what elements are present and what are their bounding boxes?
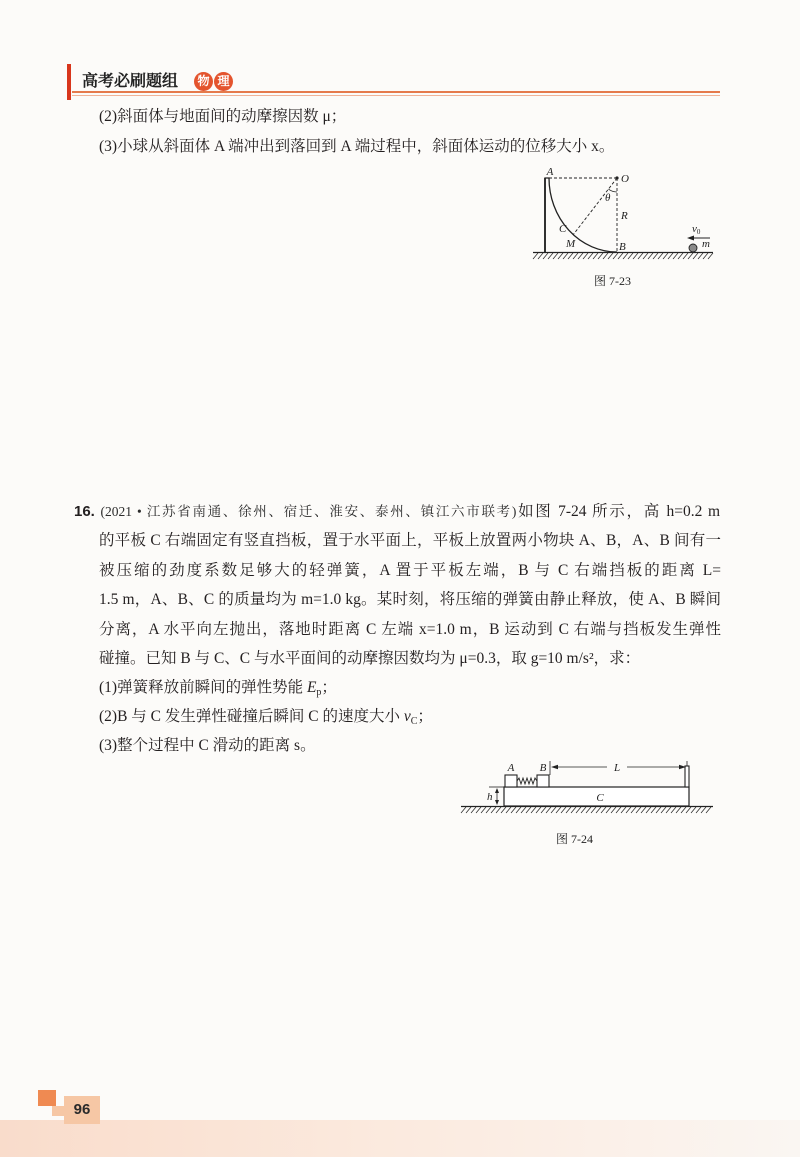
hatch-line bbox=[708, 253, 713, 259]
problem-16-line-0: 如图 7-24 所示，高 h=0.2 m bbox=[516, 503, 721, 520]
hatch-line bbox=[676, 807, 681, 813]
hatch-line bbox=[641, 807, 646, 813]
figure-7-23-diagram bbox=[525, 160, 720, 270]
hatch-line bbox=[693, 253, 698, 259]
hatch-line bbox=[683, 253, 688, 259]
problem-source: (2021 • 江苏省南通、徐州、宿迁、淮安、泰州、镇江六市联考) bbox=[100, 504, 517, 519]
hatch-line bbox=[608, 253, 613, 259]
hatch-line bbox=[613, 253, 618, 259]
hatch-line bbox=[633, 253, 638, 259]
label-b: B bbox=[619, 241, 626, 253]
hatch-line bbox=[663, 253, 668, 259]
hatch-line bbox=[581, 807, 586, 813]
footer-deco-square bbox=[38, 1090, 56, 1106]
hatch-line bbox=[536, 807, 541, 813]
distance-arrow-left bbox=[551, 765, 558, 769]
label-m-body: M bbox=[566, 238, 576, 250]
label-r: R bbox=[621, 210, 628, 222]
hatch-line bbox=[568, 253, 573, 259]
height-arrow-up bbox=[495, 788, 499, 793]
label-o: O bbox=[621, 173, 629, 185]
hatch-line bbox=[548, 253, 553, 259]
hatch-line bbox=[476, 807, 481, 813]
label-c: C bbox=[596, 792, 604, 804]
hatch-line bbox=[541, 807, 546, 813]
hatch-line bbox=[636, 807, 641, 813]
hatch-line bbox=[588, 253, 593, 259]
hatch-line bbox=[481, 807, 486, 813]
hatch-line bbox=[583, 253, 588, 259]
hatch-line bbox=[658, 253, 663, 259]
hatch-line bbox=[591, 807, 596, 813]
hatch-line bbox=[576, 807, 581, 813]
ball bbox=[689, 244, 697, 252]
hatch-line bbox=[688, 253, 693, 259]
label-a: A bbox=[507, 762, 515, 774]
hatch-line bbox=[656, 807, 661, 813]
hatch-line bbox=[698, 253, 703, 259]
hatch-line bbox=[593, 253, 598, 259]
hatch-line bbox=[486, 807, 491, 813]
hatch-line bbox=[598, 253, 603, 259]
hatch-line bbox=[526, 807, 531, 813]
header-rule-thin bbox=[72, 95, 720, 96]
hatch-line bbox=[571, 807, 576, 813]
hatch-line bbox=[671, 807, 676, 813]
figure-7-23-caption: 图 7-23 bbox=[594, 274, 631, 288]
hatch-line bbox=[471, 807, 476, 813]
hatch-line bbox=[628, 253, 633, 259]
label-v-subscript: 0 bbox=[696, 228, 701, 236]
hatch-line bbox=[558, 253, 563, 259]
problem-16-line-3: 1.5 m，A、B、C 的质量均为 m=1.0 kg。某时刻，将压缩的弹簧由静止释放，使 A、B 瞬间 bbox=[99, 591, 721, 608]
hatch-line bbox=[678, 253, 683, 259]
hatch-line bbox=[701, 807, 706, 813]
label-theta: θ bbox=[605, 192, 611, 204]
problem-16-line-1: 的平板 C 右端固定有竖直挡板，置于水平面上，平板上放置两小物块 A、B，A、B 间有一 bbox=[99, 532, 721, 549]
label-b: B bbox=[539, 762, 547, 774]
problem-16-line-4: 分离，A 水平向左抛出，落地时距离 C 左端 x=1.0 m，B 运动到 C 右端与挡板发生弹性 bbox=[99, 621, 721, 638]
hatch-line bbox=[696, 807, 701, 813]
question-2-variable: v bbox=[403, 708, 411, 725]
hatch-line bbox=[543, 253, 548, 259]
question-1-text: (1)弹簧释放前瞬间的弹性势能 bbox=[99, 679, 307, 696]
subject-badge-char-1: 物 bbox=[194, 72, 213, 91]
right-baffle bbox=[685, 766, 689, 787]
hatch-line bbox=[521, 807, 526, 813]
center-point-o bbox=[615, 176, 618, 179]
hatch-line bbox=[643, 253, 648, 259]
figure-7-24-diagram bbox=[455, 755, 720, 819]
page-number: 96 bbox=[73, 1101, 91, 1118]
hatch-line bbox=[686, 807, 691, 813]
hatch-line bbox=[631, 807, 636, 813]
hatch-line bbox=[603, 253, 608, 259]
block-a bbox=[505, 775, 517, 787]
hatch-line bbox=[646, 807, 651, 813]
label-l: L bbox=[613, 762, 621, 774]
hatch-line bbox=[586, 807, 591, 813]
hatch-line bbox=[563, 253, 568, 259]
hatch-line bbox=[531, 807, 536, 813]
ground-hatching bbox=[461, 807, 711, 813]
question-1-subscript: p bbox=[316, 687, 322, 698]
block-b bbox=[537, 775, 549, 787]
footer-deco-square-small bbox=[52, 1106, 64, 1116]
hatch-line bbox=[556, 807, 561, 813]
problem-number: 16. bbox=[74, 503, 95, 520]
curved-slope-body bbox=[545, 178, 617, 252]
question-2-subscript: C bbox=[410, 716, 418, 727]
hatch-line bbox=[681, 807, 686, 813]
hatch-line bbox=[533, 253, 538, 259]
question-1-end: ； bbox=[321, 679, 337, 696]
book-title: 高考必刷题组 bbox=[82, 73, 179, 90]
problem-16-line-2: 被压缩的劲度系数足够大的轻弹簧，A 置于平板左端，B 与 C 右端挡板的距离 L= bbox=[99, 562, 721, 579]
hatch-line bbox=[606, 807, 611, 813]
hatch-line bbox=[566, 807, 571, 813]
hatch-line bbox=[561, 807, 566, 813]
hatch-line bbox=[553, 253, 558, 259]
ground-hatching bbox=[533, 253, 713, 259]
hatch-line bbox=[626, 807, 631, 813]
hatch-line bbox=[461, 807, 466, 813]
question-1 bbox=[99, 677, 337, 699]
hatch-line bbox=[491, 807, 496, 813]
height-arrow-down bbox=[495, 800, 499, 805]
hatch-line bbox=[651, 807, 656, 813]
figure-7-24-caption: 图 7-24 bbox=[556, 832, 593, 846]
question-1-variable: E bbox=[306, 679, 317, 696]
hatch-line bbox=[506, 807, 511, 813]
problem-16-line-5: 碰撞。已知 B 与 C、C 与水平面间的动摩擦因数均为 μ=0.3，取 g=10 m/s²，求： bbox=[99, 650, 641, 667]
hatch-line bbox=[661, 807, 666, 813]
velocity-arrow-head bbox=[687, 236, 694, 241]
question-2-end: ； bbox=[417, 708, 433, 725]
hatch-line bbox=[666, 807, 671, 813]
hatch-line bbox=[673, 253, 678, 259]
hatch-line bbox=[616, 807, 621, 813]
hatch-line bbox=[601, 807, 606, 813]
hatch-line bbox=[511, 807, 516, 813]
label-a: A bbox=[546, 166, 554, 178]
compressed-spring bbox=[517, 778, 537, 784]
hatch-line bbox=[578, 253, 583, 259]
header-red-bar bbox=[67, 64, 71, 100]
hatch-line bbox=[623, 253, 628, 259]
dashed-radius-o-c bbox=[573, 178, 617, 235]
question-2-text: (2)B 与 C 发生弹性碰撞后瞬间 C 的速度大小 bbox=[99, 708, 404, 725]
hatch-line bbox=[648, 253, 653, 259]
hatch-line bbox=[618, 253, 623, 259]
hatch-line bbox=[573, 253, 578, 259]
hatch-line bbox=[538, 253, 543, 259]
problem-16-first-line bbox=[74, 501, 720, 523]
label-v0 bbox=[692, 223, 701, 236]
hatch-line bbox=[551, 807, 556, 813]
hatch-line bbox=[668, 253, 673, 259]
hatch-line bbox=[496, 807, 501, 813]
hatch-line bbox=[596, 807, 601, 813]
hatch-line bbox=[638, 253, 643, 259]
previous-question-2: (2)斜面体与地面间的动摩擦因数 μ； bbox=[99, 108, 347, 125]
label-m-ball: m bbox=[702, 238, 710, 250]
label-v: v bbox=[692, 223, 697, 235]
hatch-line bbox=[611, 807, 616, 813]
hatch-line bbox=[653, 253, 658, 259]
label-c: C bbox=[559, 223, 567, 235]
hatch-line bbox=[546, 807, 551, 813]
footer-band bbox=[0, 1120, 800, 1157]
question-3: (3)整个过程中 C 滑动的距离 s。 bbox=[99, 737, 316, 754]
subject-badge-char-2: 理 bbox=[214, 72, 233, 91]
question-2 bbox=[99, 706, 433, 728]
hatch-line bbox=[706, 807, 711, 813]
previous-question-3: (3)小球从斜面体 A 端冲出到落回到 A 端过程中，斜面体运动的位移大小 x。 bbox=[99, 138, 615, 155]
header-rule bbox=[72, 91, 720, 93]
hatch-line bbox=[516, 807, 521, 813]
hatch-line bbox=[703, 253, 708, 259]
hatch-line bbox=[621, 807, 626, 813]
hatch-line bbox=[466, 807, 471, 813]
hatch-line bbox=[501, 807, 506, 813]
hatch-line bbox=[691, 807, 696, 813]
label-h: h bbox=[487, 791, 493, 803]
